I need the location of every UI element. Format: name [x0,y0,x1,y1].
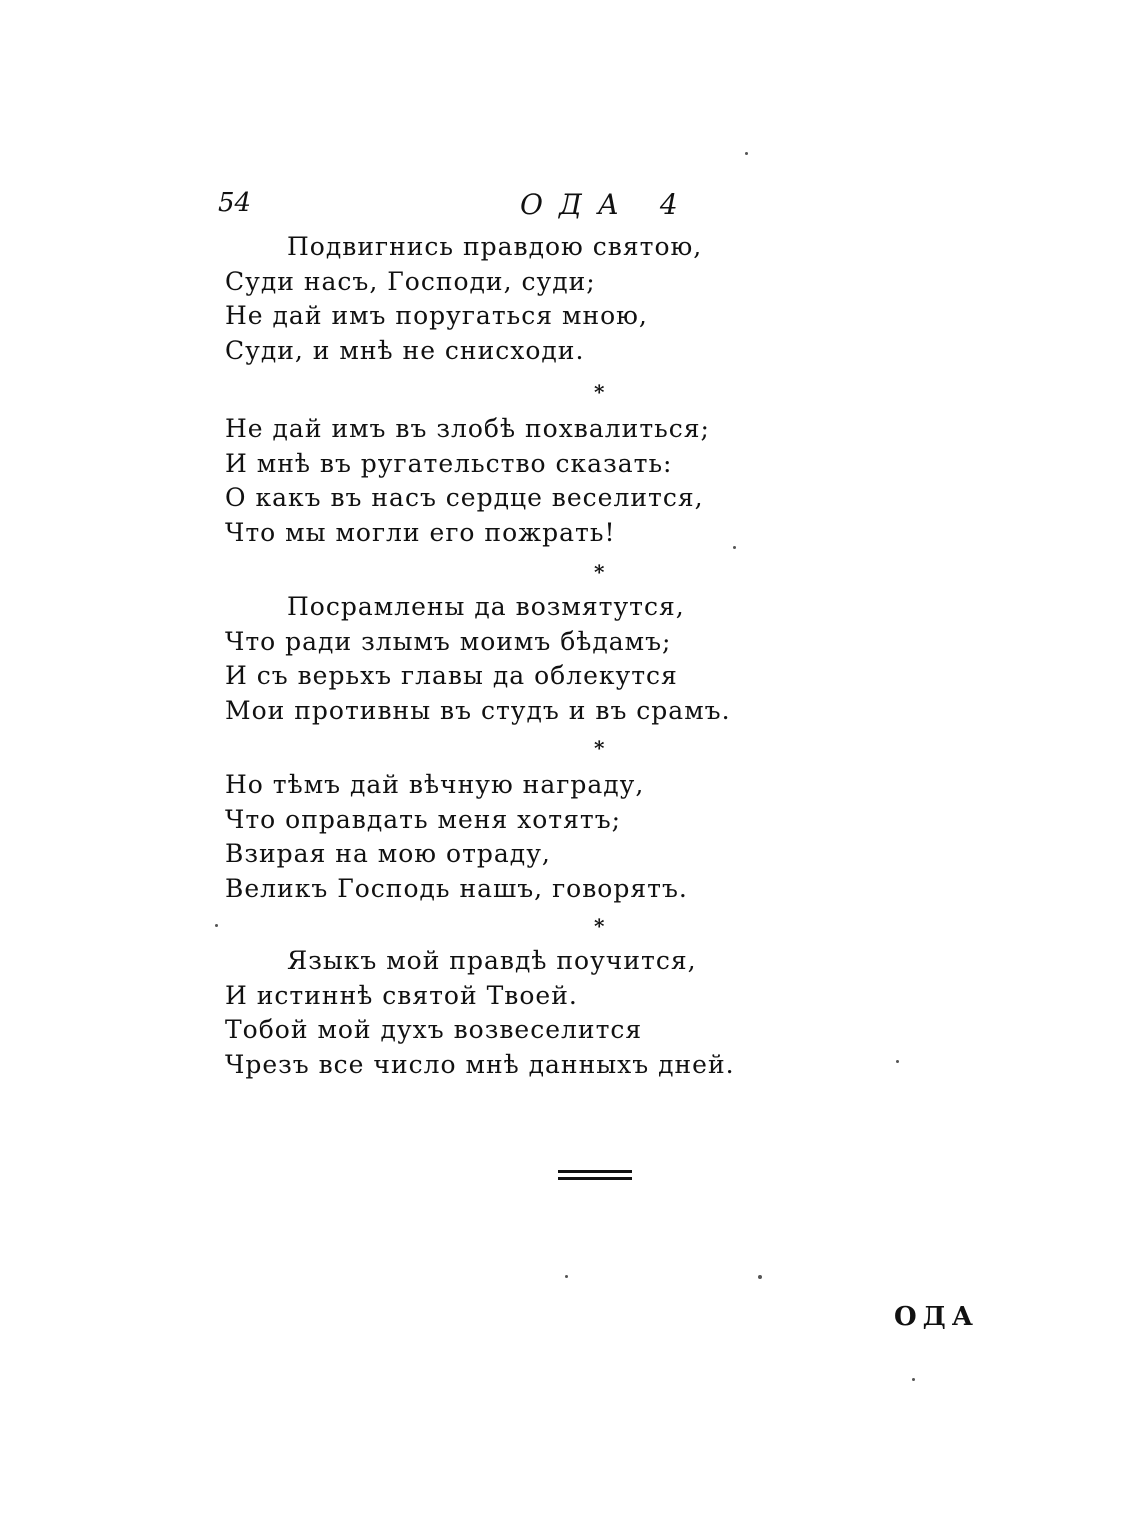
stanza-4 [225,768,688,906]
verse-line: Посрамлены да возмятутся, [287,592,685,621]
verse-line: Не дай имъ поругаться мною, [225,301,648,330]
stanza-2 [225,412,710,550]
scan-speck [565,1275,568,1278]
end-rule-bar [558,1177,632,1180]
stanza-3 [225,590,731,728]
verse-line: И мнѣ въ ругательство сказать: [225,448,673,478]
verse-line: Что оправдать меня хотятъ; [225,804,622,834]
verse-line: Языкъ мой правдѣ поучится, [287,946,697,975]
verse-line: Подвигнись правдою святою, [287,232,703,261]
verse-line: О какъ въ насъ сердце веселится, [225,483,704,512]
scan-speck [745,152,748,155]
verse-line: Взирая на мою отраду, [225,839,551,868]
scan-speck [912,1378,915,1381]
verse-line: Что мы могли его пожрать! [225,517,616,547]
verse-line: Но тѣмъ дай вѣчную награду, [225,770,645,799]
stanza-separator-asterisk: * [594,736,605,760]
end-rule-bar [558,1170,632,1173]
verse-line: Чрезъ все число мнѣ данныхъ дней. [225,1049,735,1079]
stanza-5 [225,944,735,1082]
page-number: 54 [218,188,252,218]
end-rule [558,1170,632,1184]
stanza-separator-asterisk: * [594,914,605,938]
scan-speck [733,546,736,549]
scan-speck [896,1060,899,1063]
verse-line: Тобой мой духъ возвеселится [225,1015,643,1044]
verse-line: Великъ Господь нашъ, говорятъ. [225,873,688,903]
verse-line: Что ради злымъ моимъ бѣдамъ; [225,626,672,656]
scan-speck [758,1275,762,1279]
verse-line: И истиннѣ святой Твоей. [225,980,578,1010]
stanza-separator-asterisk: * [594,380,605,404]
verse-line: Суди насъ, Господи, суди; [225,266,596,296]
verse-line: И съ верьхъ главы да облекутся [225,661,678,690]
verse-line: Суди, и мнѣ не снисходи. [225,335,585,365]
verse-line: Не дай имъ въ злобѣ похвалиться; [225,414,710,443]
verse-line: Мои противны въ студъ и въ срамъ. [225,695,731,725]
running-title: ОДА 4 [520,188,694,221]
scan-speck [215,924,218,927]
catchword: ОДА [894,1302,979,1332]
stanza-separator-asterisk: * [594,560,605,584]
stanza-1 [225,230,702,368]
